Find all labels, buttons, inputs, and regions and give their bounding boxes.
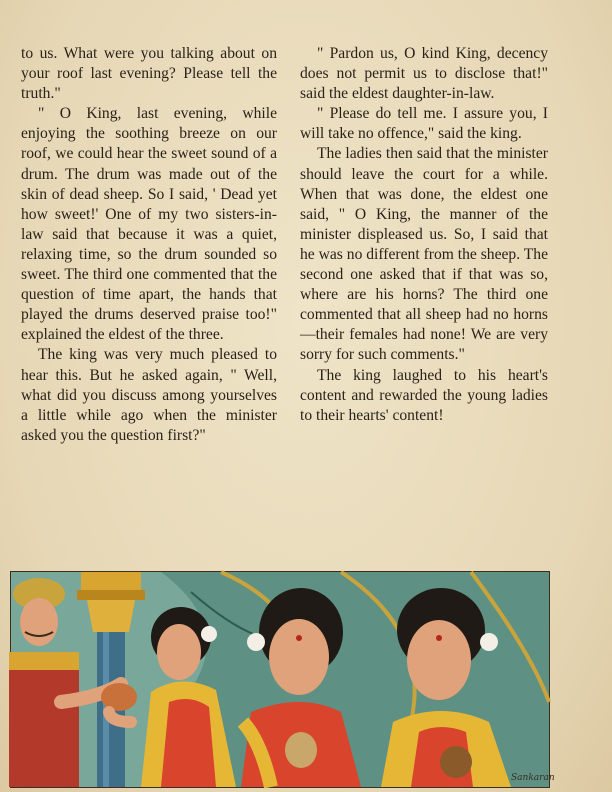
paragraph: to us. What were you talking about on your roof last evening? Please tell the truth." [21,45,277,103]
paragraph: The ladies then said that the minister should leave the court for a while. When that was done, the eldest one said, " O King, the manner of the minister displeased us. So, I said that he was no different from the sheep. The second one asked that if that was so, where are his horns? The third one commented that all sheep had no horns—their females had none! We are very sorry for such comments." [300,145,548,364]
illustration-drawing [11,572,555,787]
artist-signature: Sankaran [511,773,555,783]
money-bag [440,746,472,778]
paragraph: " Please do tell me. I assure you, I will take no offence," said the king. [300,105,548,143]
paragraph: The king laughed to his heart's content and rewarded the young ladies to their hearts' content! [300,366,548,424]
right-text-column [300,44,548,426]
paragraph: " Pardon us, O kind King, decency does not permit us to disclose that!" said the eldest daughter-in-law. [300,45,548,103]
paragraph: The king was very much pleased to hear this. But he asked again, " Well, what did you discuss among yourselves a little while ago when the minister asked you the question first?" [21,346,277,444]
story-illustration [10,571,555,788]
money-bag [285,732,317,768]
paragraph: " O King, last evening, while enjoying the soothing breeze on our roof, we could hear the sweet sound of a drum. The drum was made out of the skin of dead sheep. So I said, ' Dead yet how sweet!' One of my two sisters-in-law said that because it was a quiet, relaxing time, so the drum sounded so sweet. The third one commented that the question of time apart, the hands that played the drums deserved praise too!" explained the eldest of the three. [21,105,277,344]
left-text-column [21,44,277,446]
